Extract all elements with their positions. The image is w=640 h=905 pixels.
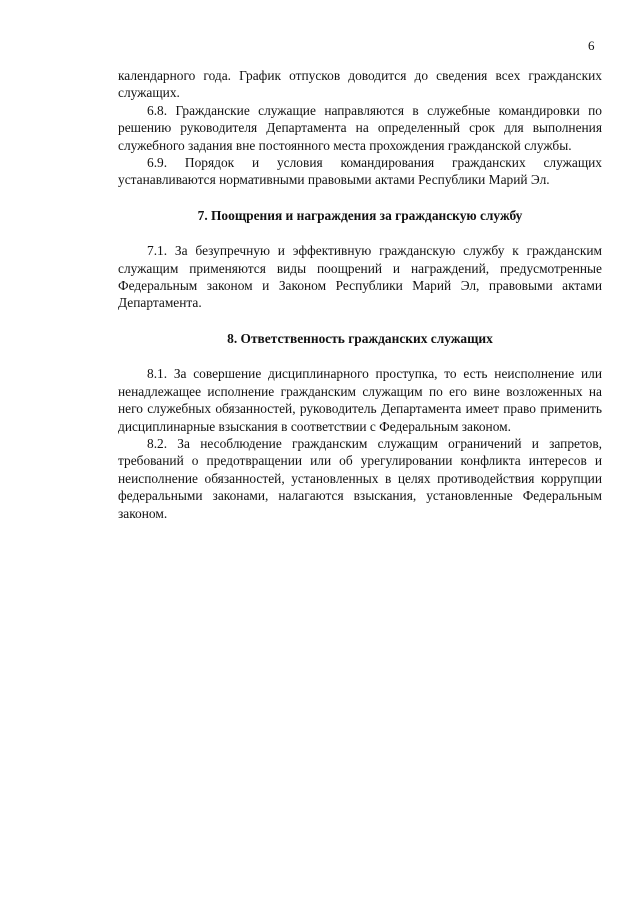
paragraph-6-9: 6.9. Порядок и условия командирования гражданских служащих устанавливаются нормативными правовыми актами Республики Марий Эл. bbox=[118, 155, 602, 188]
paragraph-8-1: 8.1. За совершение дисциплинарного проступка, то есть неисполнение или ненадлежащее исполнение гражданским служащим по его вине возложенных на него служебных обязанностей, руководитель Департамента имеет право применить дисциплинарные взыскания в соответствии с Федеральным законом. bbox=[118, 366, 602, 434]
paragraph-6-8: 6.8. Гражданские служащие направляются в служебные командировки по решению руководителя Департамента на определенный срок для выполнения служебного задания вне постоянного места прохождения гражданской службы. bbox=[118, 102, 602, 153]
spacer bbox=[118, 224, 602, 242]
paragraph-continuation: календарного года. График отпусков доводится до сведения всех гражданских служащих. bbox=[118, 68, 602, 101]
paragraph-8-2: 8.2. За несоблюдение гражданским служащим ограничений и запретов, требований о предотвращении или об урегулировании конфликта интересов и неисполнение обязанностей, установленных в целях противодействия коррупции федеральными законами, налагаются взыскания, установленные Федеральным законом. bbox=[118, 435, 602, 521]
section-heading-8: 8. Ответственность гражданских служащих bbox=[227, 330, 493, 346]
paragraph-7-1: 7.1. За безупречную и эффективную гражданскую службу к гражданским служащим применяются виды поощрений и награждений, предусмотренные Федеральным законом и Законом Республики Марий Эл, правовыми актами Департамента. bbox=[118, 243, 602, 311]
page-number: 6 bbox=[588, 38, 595, 53]
spacer bbox=[118, 347, 602, 365]
spacer bbox=[118, 189, 602, 207]
section-heading-7: 7. Поощрения и награждения за гражданскую службу bbox=[197, 207, 523, 223]
spacer bbox=[118, 312, 602, 330]
document-body bbox=[118, 67, 602, 522]
